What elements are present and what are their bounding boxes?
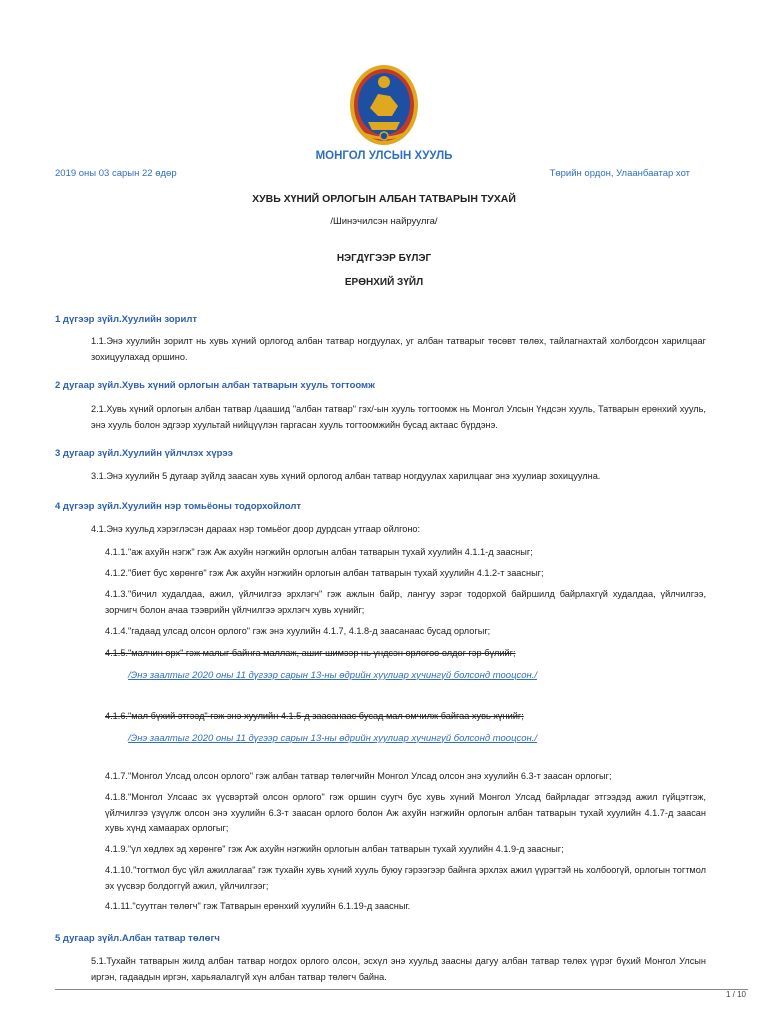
adoption-date: 2019 оны 03 сарын 22 өдөр <box>55 168 177 179</box>
article-1-heading[interactable]: 1 дүгээр зүйл.Хуулийн зорилт <box>55 314 198 325</box>
item-4-1-9: 4.1.9."үл хөдлөх эд хөрөнгө" гэж Аж ахуйн нэгжийн орлогын албан татварын тухай хуулийн 4.1.9-д заасныг; <box>105 844 564 854</box>
chapter-name: ЕРӨНХИЙ ЗҮЙЛ <box>344 277 424 288</box>
article-4-heading[interactable]: 4 дүгээр зүйл.Хуулийн нэр томьёоны тодорхойлолт <box>55 501 302 512</box>
item-4-1-2: 4.1.2."биет бус хөрөнгө" гэж Аж ахуйн нэгжийн орлогын албан татварын тухай хуулийн 4.1.2-т заасныг; <box>105 568 544 578</box>
item-4-1-3: 4.1.3."бичил худалдаа, ажил, үйлчилгээ эрхлэгч" гэж ажлын байр, лангуу зэрэг тодорхой байршилд байрлахгүй худалдаа, үйлчилгээ, зорчигч болон ачаа тээврийн үйлчилгээ эрхлэгч хувь хүнийг; <box>105 589 706 615</box>
item-4-1-8: 4.1.8."Монгол Улсаас эх үүсвэртэй олсон орлого" гэж оршин суугч бус хувь хүний Монгол Улсад байрладаг этгээдэд ажил гүйцэтгэж, үйлчилгээ үзүүлж олсон энэ хуулийн 6.3-т заасан орлого болон Аж ахуйн нэгжийн орлогын албан татварын тухай хуулийн 4.1.7-д заасан хувь хүнд хамаарах орлогыг; <box>105 792 706 833</box>
footer-divider <box>55 989 748 990</box>
item-4-1-4: 4.1.4."гадаад улсад олсон орлого" гэж энэ хуулийн 4.1.7, 4.1.8-д заасанаас бусад орлогыг; <box>105 626 491 636</box>
paragraph-2-1: 2.1.Хувь хүний орлогын албан татвар /цаашид "албан татвар" гэх/-ын хууль тогтоомж нь Монгол Улсын Үндсэн хууль, Татварын ерөнхий хууль, энэ хууль болон эдгээр хуультай нийцүүлэн гаргасан хууль тогтоомжийн бусад актаас бүрдэнэ. <box>91 404 706 430</box>
item-4-1-11: 4.1.11."суутган төлөгч" гэж Татварын ерөнхий хуулийн 6.1.19-д заасныг. <box>105 901 411 911</box>
adoption-place: Төрийн ордон, Улаанбаатар хот <box>549 168 690 179</box>
chapter-number: НЭГДҮГЭЭР БҮЛЭГ <box>336 253 432 264</box>
state-emblem-icon <box>334 60 434 150</box>
paragraph-1-1: 1.1.Энэ хуулийн зорилт нь хувь хүний орлогод албан татвар ногдуулах, уг албан татварыг төсөвт төлөх, тайлагнахтай холбогдсон харилцааг зохицуулахад оршино. <box>91 336 706 362</box>
paragraph-3-1: 3.1.Энэ хуулийн 5 дугаар зүйлд заасан хувь хүний орлогод албан татвар ногдуулах харилцааг энэ хуулиар зохицуулна. <box>91 471 601 481</box>
law-title: МОНГОЛ УЛСЫН ХУУЛЬ <box>315 150 453 162</box>
article-3-heading[interactable]: 3 дугаар зүйл.Хуулийн үйлчлэх хүрээ <box>55 448 233 459</box>
item-4-1-6-repealed: 4.1.6."мал бүхий этгээд" гэж энэ хуулийн 4.1.5-д заасанаас бусад мал өмчилж байгаа хувь хүнийг; <box>105 711 524 721</box>
repeal-note-link[interactable]: /Энэ заалтыг 2020 оны 11 дүгээр сарын 13-ны өдрийн хуулиар хүчингүй болсонд тооцсон./ <box>128 733 538 744</box>
page-number: 1 / 10 <box>725 990 746 999</box>
paragraph-4-1: 4.1.Энэ хуульд хэрэглэсэн дараах нэр томьёог доор дурдсан утгаар ойлгоно: <box>91 524 421 534</box>
item-4-1-7: 4.1.7."Монгол Улсад олсон орлого" гэж албан татвар төлөгчийн Монгол Улсад олсон энэ хуулийн 6.3-т заасан орлогыг; <box>105 771 612 781</box>
item-4-1-10: 4.1.10."тогтмол бус үйл ажиллагаа" гэж тухайн хувь хүний хууль буюу гэрээгээр байнга эрхлэх ажил үүрэгтэй нь холбоогүй, орлогын тогтмол эх үүсвэр болдоггүй ажил, үйлчилгээг; <box>105 865 706 891</box>
item-4-1-1: 4.1.1."аж ахуйн нэгж" гэж Аж ахуйн нэгжийн орлогын албан татварын тухай хуулийн 4.1.1-д заасныг; <box>105 547 533 557</box>
item-4-1-5-repealed: 4.1.5."малчин өрх" гэж малыг байнга маллаж, ашиг шимээр нь үндсэн орлогоо олдог гэр бүлийг; <box>105 648 516 658</box>
document-subtitle: /Шинэчилсэн найруулга/ <box>330 216 438 227</box>
document-title: ХУВЬ ХҮНИЙ ОРЛОГЫН АЛБАН ТАТВАРЫН ТУХАЙ <box>252 193 516 205</box>
article-2-heading[interactable]: 2 дугаар зүйл.Хувь хүний орлогын албан татварын хууль тогтоомж <box>55 380 375 391</box>
paragraph-5-1: 5.1.Тухайн татварын жилд албан татвар ногдох орлого олсон, эсхүл энэ хуульд заасны дагуу албан татвар төлөх үүрэг бүхий Монгол Улсын иргэн, гадаадын иргэн, харьяалалгүй хүн албан татвар төлөгч байна. <box>91 956 706 982</box>
repeal-note-link[interactable]: /Энэ заалтыг 2020 оны 11 дүгээр сарын 13-ны өдрийн хуулиар хүчингүй болсонд тооцсон./ <box>128 670 538 681</box>
article-5-heading[interactable]: 5 дугаар зүйл.Албан татвар төлөгч <box>55 933 220 944</box>
